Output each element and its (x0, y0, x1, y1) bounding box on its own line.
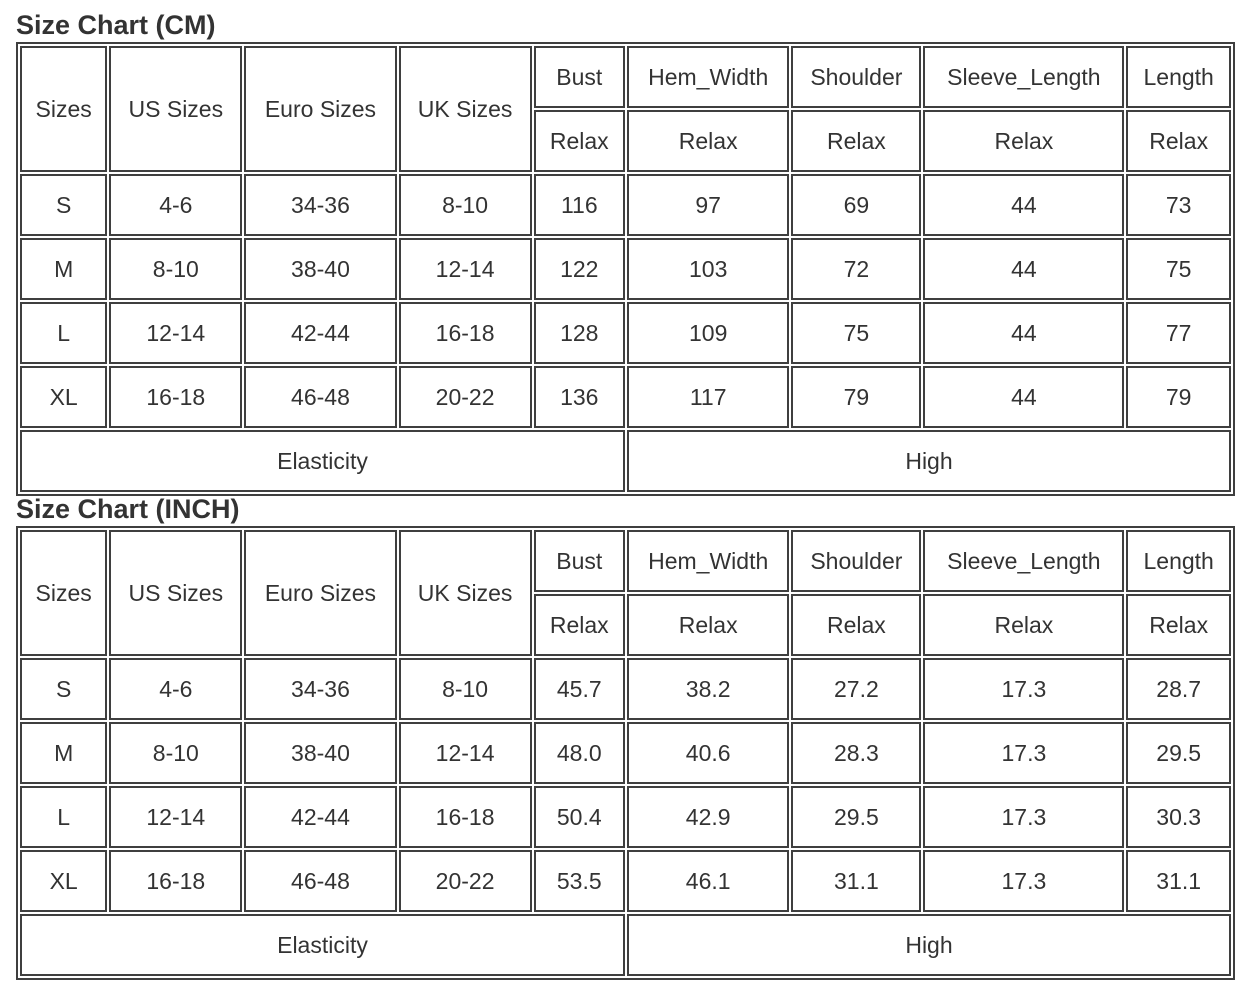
cell-uk-size: 16-18 (399, 786, 532, 848)
header-length: Length (1126, 46, 1231, 108)
subheader-relax: Relax (1126, 594, 1231, 656)
header-sleeve-length: Sleeve_Length (923, 530, 1124, 592)
table-row (20, 238, 1231, 300)
header-shoulder: Shoulder (791, 530, 921, 592)
chart-title: Size Chart (INCH) (16, 494, 240, 524)
cell-size: XL (20, 850, 107, 912)
header-euro-sizes: Euro Sizes (244, 46, 396, 172)
table-row (20, 366, 1231, 428)
header-us-sizes: US Sizes (109, 530, 242, 656)
cell-hem-width: 40.6 (627, 722, 789, 784)
cell-shoulder: 72 (791, 238, 921, 300)
cell-euro-size: 38-40 (244, 722, 396, 784)
cell-us-size: 4-6 (109, 658, 242, 720)
cell-shoulder: 79 (791, 366, 921, 428)
header-length: Length (1126, 530, 1231, 592)
cell-hem-width: 42.9 (627, 786, 789, 848)
header-row (20, 530, 1231, 592)
table-row (20, 850, 1231, 912)
elasticity-value: High (627, 430, 1231, 492)
header-shoulder: Shoulder (791, 46, 921, 108)
size-chart-inch (16, 492, 1235, 980)
cell-uk-size: 8-10 (399, 174, 532, 236)
cell-shoulder: 27.2 (791, 658, 921, 720)
elasticity-label: Elasticity (20, 914, 625, 976)
cell-length: 77 (1126, 302, 1231, 364)
header-hem-width: Hem_Width (627, 530, 789, 592)
cell-length: 31.1 (1126, 850, 1231, 912)
cell-size: S (20, 658, 107, 720)
cell-sleeve-length: 17.3 (923, 658, 1124, 720)
table-row (20, 174, 1231, 236)
cell-hem-width: 46.1 (627, 850, 789, 912)
cell-sleeve-length: 44 (923, 238, 1124, 300)
elasticity-value: High (627, 914, 1231, 976)
header-hem-width: Hem_Width (627, 46, 789, 108)
cell-sleeve-length: 17.3 (923, 850, 1124, 912)
header-bust: Bust (534, 530, 625, 592)
size-chart-cm (16, 8, 1235, 496)
cell-us-size: 12-14 (109, 786, 242, 848)
cell-hem-width: 109 (627, 302, 789, 364)
cell-bust: 50.4 (534, 786, 625, 848)
subheader-relax: Relax (627, 594, 789, 656)
cell-bust: 136 (534, 366, 625, 428)
cell-euro-size: 46-48 (244, 366, 396, 428)
cell-size: XL (20, 366, 107, 428)
cell-shoulder: 69 (791, 174, 921, 236)
chart-title: Size Chart (CM) (16, 10, 216, 40)
cell-uk-size: 8-10 (399, 658, 532, 720)
cell-uk-size: 12-14 (399, 722, 532, 784)
cell-sleeve-length: 44 (923, 366, 1124, 428)
cell-shoulder: 29.5 (791, 786, 921, 848)
cell-size: S (20, 174, 107, 236)
cell-length: 28.7 (1126, 658, 1231, 720)
subheader-relax: Relax (923, 110, 1124, 172)
cell-length: 29.5 (1126, 722, 1231, 784)
cell-euro-size: 42-44 (244, 786, 396, 848)
subheader-relax: Relax (791, 594, 921, 656)
cell-us-size: 8-10 (109, 238, 242, 300)
cell-length: 30.3 (1126, 786, 1231, 848)
cell-size: L (20, 786, 107, 848)
subheader-relax: Relax (627, 110, 789, 172)
size-table (16, 526, 1235, 980)
cell-sleeve-length: 17.3 (923, 722, 1124, 784)
cell-sleeve-length: 44 (923, 302, 1124, 364)
cell-sleeve-length: 17.3 (923, 786, 1124, 848)
subheader-relax: Relax (1126, 110, 1231, 172)
header-uk-sizes: UK Sizes (399, 46, 532, 172)
cell-us-size: 8-10 (109, 722, 242, 784)
cell-bust: 48.0 (534, 722, 625, 784)
size-table (16, 42, 1235, 496)
cell-bust: 122 (534, 238, 625, 300)
cell-euro-size: 38-40 (244, 238, 396, 300)
footer-row (20, 430, 1231, 492)
subheader-relax: Relax (534, 594, 625, 656)
cell-length: 79 (1126, 366, 1231, 428)
cell-bust: 53.5 (534, 850, 625, 912)
cell-sleeve-length: 44 (923, 174, 1124, 236)
subheader-relax: Relax (791, 110, 921, 172)
cell-length: 73 (1126, 174, 1231, 236)
cell-uk-size: 12-14 (399, 238, 532, 300)
cell-bust: 45.7 (534, 658, 625, 720)
cell-euro-size: 46-48 (244, 850, 396, 912)
header-euro-sizes: Euro Sizes (244, 530, 396, 656)
header-sizes: Sizes (20, 46, 107, 172)
header-uk-sizes: UK Sizes (399, 530, 532, 656)
header-sizes: Sizes (20, 530, 107, 656)
cell-bust: 128 (534, 302, 625, 364)
table-row (20, 302, 1231, 364)
header-bust: Bust (534, 46, 625, 108)
cell-us-size: 16-18 (109, 850, 242, 912)
table-row (20, 786, 1231, 848)
table-row (20, 658, 1231, 720)
cell-hem-width: 97 (627, 174, 789, 236)
subheader-relax: Relax (534, 110, 625, 172)
table-row (20, 722, 1231, 784)
cell-us-size: 16-18 (109, 366, 242, 428)
cell-euro-size: 34-36 (244, 658, 396, 720)
cell-size: L (20, 302, 107, 364)
cell-uk-size: 16-18 (399, 302, 532, 364)
cell-hem-width: 117 (627, 366, 789, 428)
header-row (20, 46, 1231, 108)
cell-size: M (20, 722, 107, 784)
cell-uk-size: 20-22 (399, 850, 532, 912)
cell-bust: 116 (534, 174, 625, 236)
header-us-sizes: US Sizes (109, 46, 242, 172)
cell-us-size: 12-14 (109, 302, 242, 364)
cell-length: 75 (1126, 238, 1231, 300)
cell-hem-width: 103 (627, 238, 789, 300)
cell-uk-size: 20-22 (399, 366, 532, 428)
subheader-relax: Relax (923, 594, 1124, 656)
cell-shoulder: 75 (791, 302, 921, 364)
cell-us-size: 4-6 (109, 174, 242, 236)
cell-hem-width: 38.2 (627, 658, 789, 720)
elasticity-label: Elasticity (20, 430, 625, 492)
cell-shoulder: 28.3 (791, 722, 921, 784)
footer-row (20, 914, 1231, 976)
cell-shoulder: 31.1 (791, 850, 921, 912)
cell-euro-size: 34-36 (244, 174, 396, 236)
header-sleeve-length: Sleeve_Length (923, 46, 1124, 108)
cell-size: M (20, 238, 107, 300)
cell-euro-size: 42-44 (244, 302, 396, 364)
